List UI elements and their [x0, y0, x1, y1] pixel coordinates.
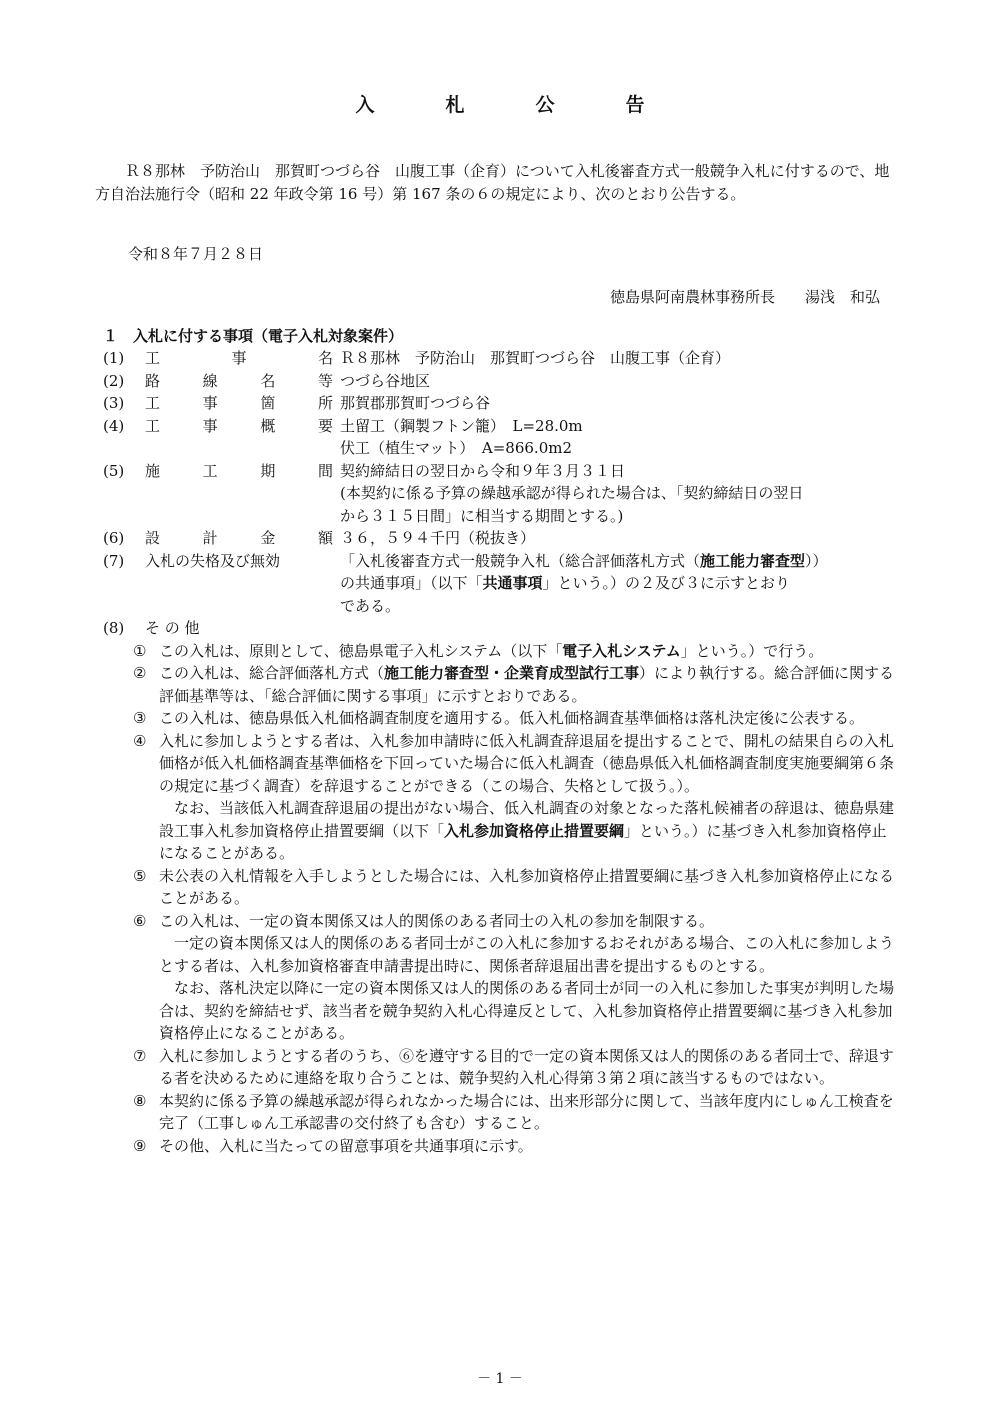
basic-items [103, 347, 903, 550]
section-heading: １ 入札に付する事項（電子入札対象案件） [103, 327, 404, 345]
item-list [103, 347, 903, 1157]
item-row-3 [103, 392, 903, 415]
subitem-3 [133, 707, 901, 730]
item-value: Ｒ８那林 予防治山 那賀町つづら谷 山腹工事（企育） [340, 349, 731, 367]
subitem-text: その他、入札に当たっての留意事項を共通事項に示す。 [159, 1136, 533, 1155]
subitem-7 [133, 1045, 901, 1090]
item-value: 那賀郡那賀町つづら谷 [340, 394, 491, 412]
intro-paragraph: Ｒ８那林 予防治山 那賀町つづら谷 山腹工事（企育）について入札後審査方式一般競争入札に付するので、地方自治法施行令（昭和 22 年政令第 16 号）第 167 条の６の規定により、次のとおり公告する。 [95, 162, 890, 203]
subitem-number: ⑨ [133, 1136, 147, 1155]
item-label: 工 事 名 [145, 349, 333, 367]
item-number: (6) [103, 529, 125, 547]
item-row-5 [103, 460, 903, 528]
subitem-text: この入札は、一定の資本関係又は人的関係のある者同士の入札の参加を制限する。 一定の資本関係又は人的関係のある者同士がこの入札に参加するおそれがある場合、この入札に参加しようとする者は、入札参加資格審査申請書提出時に、関係者辞退届出書を提出するものとする。 なお、落札決定以降に一定の資本関係又は人的関係のある者同士が同一の入札に参加した事実が判明した場合は、契約を締結せず、該当者を競争契約入札心得違反として、入札参加資格停止措置要綱に基づき入札参加資格停止になることがある。 [159, 911, 895, 1042]
subitem-number: ③ [133, 709, 147, 727]
subitem-8 [133, 1090, 901, 1135]
subitem-number: ④ [133, 731, 147, 750]
subitem-number: ⑦ [133, 1046, 147, 1065]
item-number: (2) [103, 371, 125, 390]
page-number: － 1 － [477, 1371, 523, 1387]
subitem-number: ⑥ [133, 911, 147, 930]
subitem-1 [133, 640, 901, 663]
subitem-text: この入札は、原則として、徳島県電子入札システム（以下「電子入札システム」という。）で行う。 [159, 641, 824, 660]
item-row-8 [103, 617, 903, 640]
subitem-text: 本契約に係る予算の繰越承認が得られなかった場合には、出来形部分に関して、当該年度内にしゅん工検査を完了（工事しゅん工承認書の交付終了も含む）すること。 [159, 1091, 894, 1132]
item-label: 路 線 名 等 [145, 371, 333, 390]
item-row-4 [103, 415, 903, 460]
item-label: 施 工 期 間 [145, 461, 333, 480]
subitem-text: 未公表の入札情報を入手しようとした場合には、入札参加資格停止措置要綱に基づき入札参加資格停止になることがある。 [159, 866, 895, 907]
item-label: そ の 他 [145, 619, 200, 637]
item-number: (5) [103, 461, 125, 480]
item-number: (4) [103, 416, 125, 435]
item-label: 入札の失格及び無効 [145, 551, 281, 570]
subitem-number: ⑤ [133, 866, 147, 885]
subitem-text: この入札は、総合評価落札方式（施工能力審査型・企業育成型試行工事）により執行する。総合評価に関する評価基準等は、「総合評価に関する事項」に示すとおりである。 [159, 664, 895, 705]
item-value: 契約締結日の翌日から令和９年３月３１日 (本契約に係る予算の繰越承認が得られた場合は、「契約締結日の翌日 から３１５日間」に相当する期間とする。) [340, 461, 804, 525]
item-number: (3) [103, 394, 125, 412]
subitem-9 [133, 1135, 901, 1158]
item-label: 工 事 概 要 [145, 416, 333, 435]
item-value: 土留工（鋼製フトン籠） L=28.0m 伏工（植生マット） A=866.0m2 [340, 416, 583, 457]
item-label: 工 事 箇 所 [145, 394, 333, 412]
issuer-name: 徳島県阿南農林事務所長 湯浅 和弘 [609, 288, 880, 306]
item-number: (7) [103, 551, 125, 570]
item-row-6 [103, 527, 903, 550]
item-value: 「入札後審査方式一般競争入札（総合評価落札方式（施工能力審査型）） の共通事項」（以下「共通事項」という。）の２及び３に示すとおり である。 [340, 551, 828, 615]
subitem-number: ② [133, 664, 147, 682]
item-row-7 [103, 550, 903, 618]
item-number: (1) [103, 349, 125, 367]
subitem-2 [133, 662, 901, 707]
item-value: ３６，５９４千円（税抜き） [340, 529, 536, 547]
subitem-text: この入札は、徳島県低入札価格調査制度を適用する。低入札価格調査基準価格は落札決定後に公表する。 [159, 709, 865, 727]
emphasis-text: 入札参加資格停止措置要綱 [444, 821, 625, 840]
emphasis-text: 施工能力審査型 [700, 551, 806, 570]
item-number: (8) [103, 619, 125, 637]
emphasis-text: 施工能力審査型・企業育成型試行工事 [384, 664, 640, 682]
emphasis-text: 共通事項 [482, 574, 543, 592]
subitem-number: ① [133, 641, 147, 660]
subitem-text: 入札に参加しようとする者は、入札参加申請時に低入札調査辞退届を提出することで、開札の結果自らの入札価格が低入札価格調査基準価格を下回っていた場合に低入札調査（徳島県低入札価格調査制度実施要綱第６条の規定に基づく調査）を辞退することができる（この場合、失格として扱う。）。 なお、当該低入札調査辞退届の提出がない場合、低入札調査の対象となった落札候補者の辞退は、徳島県建設工事入札参加資格停止措置要綱（以下「入札参加資格停止措置要綱」という。）に基づき入札参加資格停止になることがある。 [159, 731, 895, 862]
item-value: つづら谷地区 [340, 371, 431, 390]
emphasis-text: 電子入札システム [562, 641, 681, 660]
item-row-2 [103, 370, 903, 393]
subitem-text: 入札に参加しようとする者のうち、⑥を遵守する目的で一定の資本関係又は人的関係のある者同士で、辞退する者を決めるために連絡を取り合うことは、競争契約入札心得第３第２項に該当するものではない。 [159, 1046, 894, 1087]
item-row-1 [103, 347, 903, 370]
subitem-4 [133, 730, 901, 865]
subitem-5 [133, 865, 901, 910]
item-label: 設 計 金 額 [145, 529, 333, 547]
notice-date: 令和８年７月２８日 [128, 245, 264, 263]
subitem-number: ⑧ [133, 1091, 147, 1110]
subitem-6 [133, 910, 901, 1045]
other-subitems [133, 640, 901, 1158]
document-title: 入 札 公 告 [355, 94, 671, 116]
